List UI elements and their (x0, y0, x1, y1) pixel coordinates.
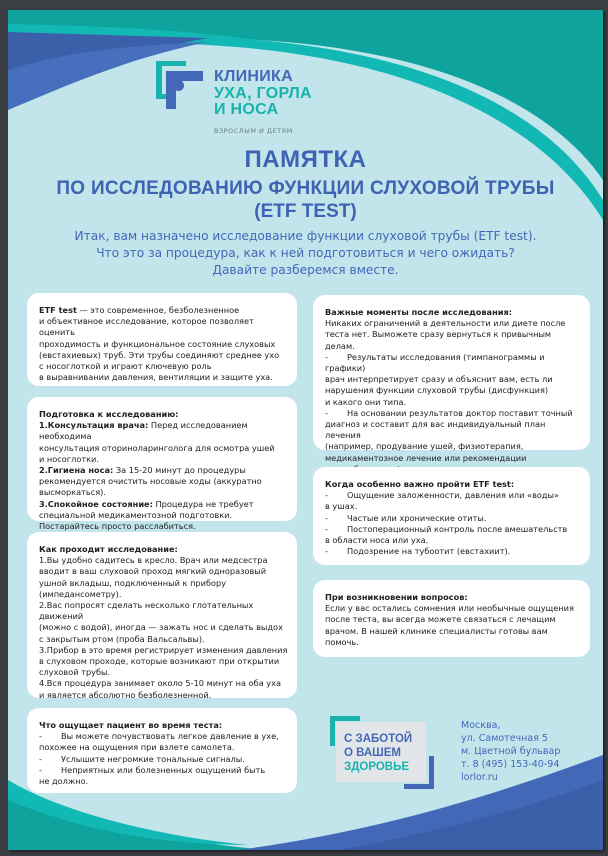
procedure-line: 4.Вся процедура занимает около 5-10 минут на оба уха (39, 678, 282, 689)
card-heading: Подготовка к исследованию: (39, 409, 179, 419)
address-street: ул. Самотечная 5 (461, 733, 548, 744)
prep-item-line: консультация оториноларинголога для осмотра ушей (39, 442, 275, 453)
card-heading: Как проходит исследование: (39, 544, 178, 554)
prep-item-label: 3.Спокойное состояние: (39, 498, 153, 509)
definition-line: и объективное исследование, которое позволяет оценить (39, 316, 254, 338)
address-phone: т. 8 (495) 153-40-94 (461, 759, 560, 770)
prep-item-line: и носоглотки. (39, 453, 99, 464)
after-item: Результаты исследования (тимпанограммы и графики) (325, 351, 545, 374)
card-heading: Что ощущает пациент во время теста: (39, 720, 223, 730)
definition-line: — это современное, безболезненное (76, 305, 240, 315)
bullet-dash: - (325, 407, 328, 418)
procedure-line: (можно с водой), иногда — зажать нос и сделать выдох (39, 622, 283, 633)
prep-item-text: За 15-20 минут до процедуры (113, 465, 246, 476)
definition-line: проходимость и функциональное состояние слуховых (39, 338, 276, 349)
procedure-line: ушной вкладыш, подключенный к прибору (39, 577, 227, 588)
address-website: lorlor.ru (461, 772, 498, 783)
card-sensations (27, 708, 297, 793)
indication-item: Частые или хронические отиты. (347, 512, 487, 523)
logo-line-1: КЛИНИКА (214, 68, 293, 85)
prep-item-line: специальной медикаментозной подготовки. (39, 509, 233, 520)
procedure-line: и является абсолютно безболезненной. (39, 689, 212, 700)
procedure-line: 1.Вы удобно садитесь в кресло. Врач или медсестра (39, 555, 268, 566)
definition-line: в выравнивании давления, вентиляции и защите уха. (39, 372, 273, 383)
procedure-line: слуховой трубы. (39, 667, 111, 678)
definition-term: ETF test (39, 305, 77, 315)
care-badge (330, 716, 440, 796)
leaflet-page (8, 10, 603, 850)
page-title: ПАМЯТКА (244, 146, 367, 173)
procedure-line: вводит в ваш слуховой проход мягкий одноразовый (39, 566, 267, 577)
indication-item-cont: в ушах. (325, 501, 358, 512)
card-procedure (27, 532, 297, 698)
sensation-item-cont: похожее на ощущения при взлете самолета. (39, 742, 235, 753)
bullet-dash: - (39, 764, 42, 775)
address-city: Москва, (461, 720, 501, 731)
badge-line-3: ЗДОРОВЬЕ (344, 761, 410, 773)
badge-text (344, 732, 412, 774)
prep-item-line: Постарайтесь просто расслабиться. (39, 521, 196, 532)
prep-item-label: 2.Гигиена носа: (39, 465, 114, 476)
prep-item-label: 1.Консультация врача: (39, 420, 149, 431)
indication-item: Постоперационный контроль после вмешательств (347, 523, 568, 534)
definition-line: (евстахиевых) труб. Эти трубы соединяют среднее ухо (39, 349, 280, 360)
after-intro-line: теста нет. Выможете сразу вернуться к привычным делам. (325, 329, 552, 351)
definition-line: с носоглоткой и играют ключевую роль (39, 361, 212, 372)
bullet-dash: - (325, 546, 328, 557)
card-heading: Важные моменты после исследования: (325, 307, 512, 317)
intro-line: Что это за процедура, как к ней подготовиться и чего ожидать? (96, 246, 515, 260)
clinic-logo (156, 55, 456, 145)
bullet-dash: - (325, 490, 328, 501)
questions-line: после теста, вы всегда можете связаться с лечащим (325, 614, 556, 625)
after-item-cont: нарушения функции слуховой трубы (дисфункция) (325, 385, 549, 396)
logo-mark-icon (156, 61, 204, 109)
procedure-line: 2.Вас попросят сделать несколько глотательных движений (39, 600, 254, 622)
badge-line-2: О ВАШЕМ (344, 747, 401, 759)
card-heading: Когда особенно важно пройти ETF test: (325, 479, 515, 489)
logo-wordmark (214, 69, 312, 119)
after-intro-line: Никаких ограничений в деятельности или диете после (325, 318, 566, 329)
card-heading: При возникновении вопросов: (325, 592, 468, 602)
badge-line-1: С ЗАБОТОЙ (344, 733, 413, 745)
procedure-line: с закрытым ртом (проба Вальсальвы). (39, 633, 205, 644)
prep-item-line: рекомендуется очистить носовые ходы (аккуратно (39, 476, 262, 487)
card-indications (313, 467, 590, 565)
page-subtitle-test: (ETF TEST) (254, 201, 357, 222)
card-preparation (27, 397, 297, 532)
after-item-cont: врач интерпретирует сразу и объяснит вам, есть ли (325, 374, 553, 385)
sensation-item: Услышите негромкие тональные сигналы. (61, 753, 245, 764)
prep-item-line: высморкаться). (39, 487, 106, 498)
logo-line-2: УХА, ГОРЛА (214, 84, 312, 102)
sensation-item: Вы можете почувствовать легкое давление в ухе, (61, 731, 279, 742)
bullet-dash: - (39, 731, 42, 742)
after-item: На основании результатов доктор поставит точный (347, 407, 573, 418)
card-definition (27, 293, 297, 386)
clinic-address (461, 719, 560, 784)
indication-item: Подозрение на тубоотит (евстахиит). (347, 546, 511, 557)
procedure-line: 3.Прибор в это время регистрирует изменения давления (39, 644, 288, 655)
logo-line-3: И НОСА (214, 101, 279, 118)
address-metro: м. Цветной бульвар (461, 746, 561, 757)
sensation-item-cont: не должно. (39, 776, 89, 787)
after-item-cont: и какого они типа. (325, 396, 407, 407)
procedure-line: в слуховом проходе, которые возникают при открытии (39, 656, 280, 667)
logo-subtitle: ВЗРОСЛЫМ И ДЕТЯМ (214, 127, 293, 135)
bullet-dash: - (325, 512, 328, 523)
intro-line: Итак, вам назначено исследование функции слуховой трубы (ETF test). (74, 229, 537, 243)
intro-text (8, 228, 603, 279)
card-questions (313, 580, 590, 657)
questions-line: врачом. В нашей клинике специалисты готовы вам (325, 625, 548, 636)
after-item-cont: медикаментозное лечение или рекомендации (325, 452, 527, 463)
bullet-dash: - (39, 753, 42, 764)
questions-line: Если у вас остались сомнения или необычные ощущения (325, 603, 574, 614)
page-subtitle: ПО ИССЛЕДОВАНИЮ ФУНКЦИИ СЛУХОВОЙ ТРУБЫ (56, 178, 555, 199)
procedure-line: (импедансометру). (39, 588, 122, 599)
prep-item-text: Процедура не требует (152, 498, 254, 509)
indication-item-cont: в области носа или уха. (325, 535, 429, 546)
bullet-dash: - (325, 351, 328, 362)
prep-item-text: Перед исследованием необходима (39, 420, 248, 442)
card-after-test (313, 295, 590, 463)
intro-line: Давайте разберемся вместе. (212, 263, 399, 277)
questions-line: помочь. (325, 636, 359, 647)
bullet-dash: - (325, 523, 328, 534)
bottom-wave-teal (8, 790, 268, 850)
after-item-cont: (например, продувание ушей, физиотерапия, (325, 441, 524, 452)
indication-item: Ощущение заложенности, давления или «воды» (347, 490, 560, 501)
sensation-item: Неприятных или болезненных ощущений быть (61, 764, 266, 775)
after-item-cont: диагноз и составит для вас индивидуальный план лечения (325, 419, 546, 441)
